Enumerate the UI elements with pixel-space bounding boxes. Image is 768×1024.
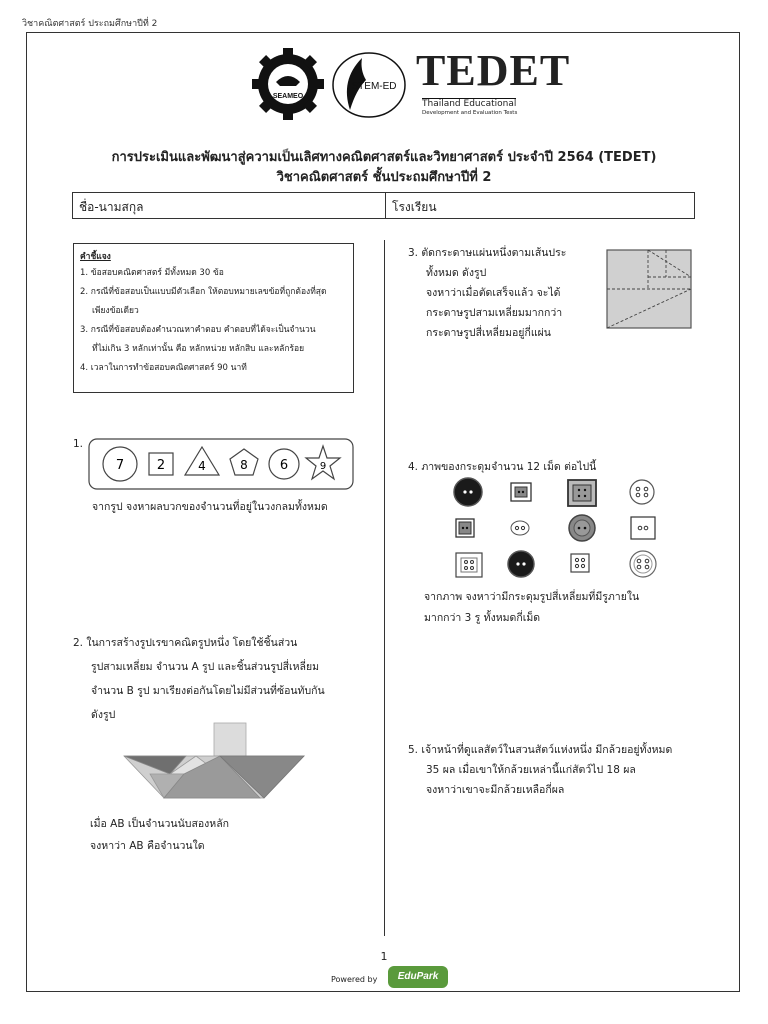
shape-number: 9 <box>319 461 327 472</box>
q2-line: รูปสามเหลี่ยม จำนวน A รูป และชิ้นส่วนรูปสี่เหลี่ยม <box>91 661 320 673</box>
button-item <box>630 551 656 577</box>
button-item <box>630 480 654 504</box>
q5-line: 5. เจ้าหน้าที่ดูแลสัตว์ในสวนสัตว์แห่งหนึ่ง มีกล้วยอยู่ทั้งหมด <box>408 744 673 756</box>
instructions-box <box>73 243 354 393</box>
q2-line: 2. ในการสร้างรูปเรขาคณิตรูปหนึ่ง โดยใช้ชิ้นส่วน <box>73 637 298 649</box>
button-item <box>571 554 589 572</box>
q4-line: จากภาพ จงหาว่ามีกระดุมรูปสี่เหลี่ยมที่มีรูภายใน <box>424 591 640 603</box>
q1-shapes-figure <box>88 438 354 490</box>
q3-line: กระดาษรูปสี่เหลี่ยมอยู่กี่แผ่น <box>426 327 551 339</box>
button-item <box>456 519 474 537</box>
page-number: 1 <box>380 950 388 963</box>
column-divider <box>384 240 385 936</box>
q5-line: จงหาว่าเขาจะมีกล้วยเหลือกี่ผล <box>426 784 565 796</box>
edupark-logo[interactable]: EduPark <box>388 966 448 988</box>
q4-text <box>424 587 639 629</box>
q3-paper-figure <box>606 249 692 329</box>
exam-title: การประเมินและพัฒนาสู่ความเป็นเลิศทางคณิตศาสตร์และวิทยาศาสตร์ ประจำปี 2564 (TEDET) <box>111 150 657 165</box>
instruction-item: 2. กรณีที่ข้อสอบเป็นแบบมีตัวเลือก ให้ตอบหมายเลขข้อที่ถูกต้องที่สุด <box>80 287 327 297</box>
instruction-item: 3. กรณีที่ข้อสอบต้องคำนวณหาคำตอบ คำตอบที่ได้จะเป็นจำนวน <box>80 325 316 335</box>
q2-question <box>90 813 229 857</box>
q2-text <box>73 631 325 727</box>
name-field[interactable]: ชื่อ-นามสกุล <box>79 200 144 214</box>
tedet-logo-text: TEDET <box>416 46 571 95</box>
instruction-item: ที่ไม่เกิน 3 หลักเท่านั้น คือ หลักหน่วย หลักสิบ และหลักร้อย <box>92 344 305 354</box>
q3-line: จงหาว่าเมื่อตัดเสร็จแล้ว จะได้ <box>426 287 561 299</box>
instructions-heading: คำชี้แจง <box>80 252 111 262</box>
powered-by-text: Powered by <box>331 975 378 984</box>
q2-after-line: จงหาว่า AB คือจำนวนใด <box>90 840 205 852</box>
school-field[interactable]: โรงเรียน <box>385 193 694 218</box>
shape-number: 2 <box>156 458 166 473</box>
instruction-item: 4. เวลาในการทำข้อสอบคณิตศาสตร์ 90 นาที <box>80 363 247 373</box>
shape-number: 4 <box>198 459 206 473</box>
tedet-sub1: Thailand Educational <box>422 99 517 109</box>
q5-line: 35 ผล เมื่อเขาให้กล้วยเหล่านี้แก่สัตว์ไป 18 ผล <box>426 764 636 776</box>
q5-text <box>408 740 672 800</box>
q3-line: 3. ตัดกระดาษแผ่นหนึ่งตามเส้นประ <box>408 247 567 259</box>
name-school-box <box>72 192 695 219</box>
instruction-item: เพียงข้อเดียว <box>92 306 139 316</box>
button-item <box>508 551 534 577</box>
instruction-item: 1. ข้อสอบคณิตศาสตร์ มีทั้งหมด 30 ข้อ <box>80 268 224 278</box>
q3-text <box>408 243 566 343</box>
q2-tangram-boat <box>120 722 306 800</box>
button-item <box>456 553 482 577</box>
button-item <box>454 478 482 506</box>
seameo-text: SEAMEO <box>272 93 304 100</box>
button-item <box>568 480 596 506</box>
tedet-sub2: Development and Evaluation Tests <box>422 110 518 116</box>
q4-buttons-figure <box>446 476 666 584</box>
shape-number: 7 <box>115 458 125 473</box>
exam-subtitle: วิชาคณิตศาสตร์ ชั้นประถมศึกษาปีที่ 2 <box>276 170 492 185</box>
button-item <box>511 521 529 535</box>
q4-line: มากกว่า 3 รู ทั้งหมดกี่เม็ด <box>424 612 541 624</box>
button-item <box>631 517 655 539</box>
page-header: วิชาคณิตศาสตร์ ประถมศึกษาปีที่ 2 <box>22 19 158 29</box>
q1-text: จากรูป จงหาผลบวกของจำนวนที่อยู่ในวงกลมทั้งหมด <box>92 501 328 513</box>
q2-line: ดังรูป <box>91 709 116 721</box>
shape-number: 6 <box>279 458 289 473</box>
stem-logo <box>330 50 408 120</box>
stem-text: STEM-ED <box>351 81 397 92</box>
square-piece <box>214 723 246 756</box>
button-item <box>569 515 595 541</box>
q3-line: กระดาษรูปสามเหลี่ยมมากกว่า <box>426 307 563 319</box>
seameo-logo <box>250 48 326 120</box>
q2-line: จำนวน B รูป มาเรียงต่อกันโดยไม่มีส่วนที่ซ้อนทับกัน <box>91 685 325 697</box>
q4-title: 4. ภาพของกระดุมจำนวน 12 เม็ด ต่อไปนี้ <box>408 461 597 473</box>
q1-number: 1. <box>73 438 84 450</box>
shape-number: 8 <box>240 458 248 472</box>
button-item <box>511 483 531 501</box>
q2-after-line: เมื่อ AB เป็นจำนวนนับสองหลัก <box>90 818 230 830</box>
q3-line: ทั้งหมด ดังรูป <box>426 267 487 279</box>
